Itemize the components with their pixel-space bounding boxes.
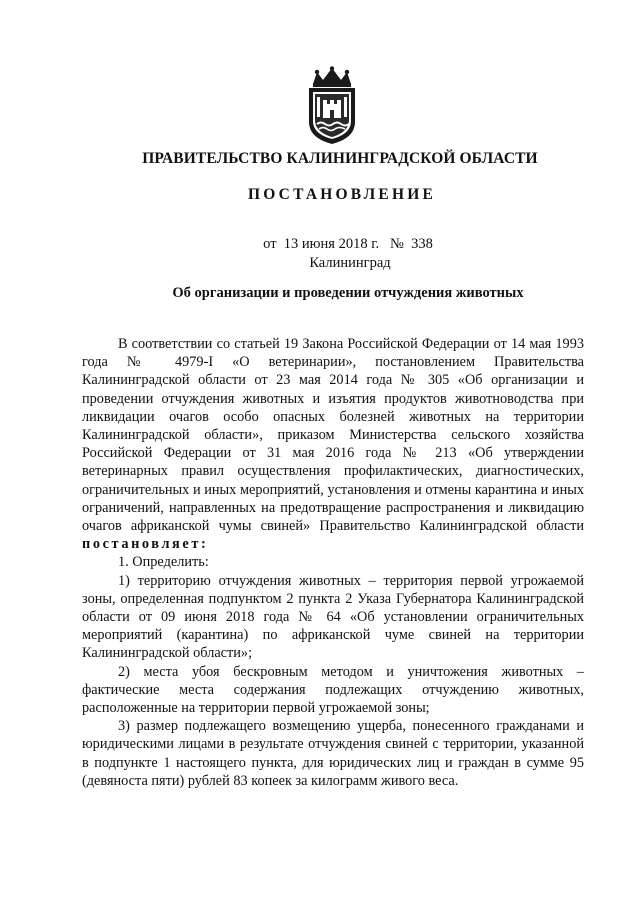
item-1-3: 3) размер подлежащего возмещению ущерба, понесенного гражданами и юридическими лицами в результате отчуждения свиней с территории, указанной в подпункте 1 настоящего пункта, для юридических лиц и граждан в сумме 95 (девяноста пяти) рублей 83 копеек за килограмм живого веса. xyxy=(82,718,584,789)
number-sign: № xyxy=(390,236,404,252)
item-1-2: 2) места убоя бескровным методом и уничтожения животных – фактические места содержания подлежащих отчуждению животных, расположенные на территории первой угрожаемой зоны; xyxy=(82,663,584,717)
item-1-1: 1) территорию отчуждения животных – территория первой угрожаемой зоны, определенная подпунктом 2 пункта 2 Указа Губернатора Калининградской области от 09 июня 2018 года № 64 «Об установлении ограничительных мероприятий (карантина) по африканской чуме свиней на территории Калининградской области»; xyxy=(82,572,584,662)
date-prefix: от xyxy=(263,236,277,252)
document-title: Об организации и проведении отчуждения животных xyxy=(172,285,524,301)
government-name: ПРАВИТЕЛЬСТВО КАЛИНИНГРАДСКОЙ ОБЛАСТИ xyxy=(142,150,538,167)
document-body xyxy=(82,335,584,790)
date-number-line xyxy=(0,236,640,253)
document-date: 13 июня 2018 г. xyxy=(283,236,380,252)
item-1: 1. Определить: xyxy=(118,554,209,571)
document-number: 338 xyxy=(411,236,433,252)
coat-of-arms-icon xyxy=(299,66,365,146)
intro-text: В соответствии со статьей 19 Закона Российской Федерации от 14 мая 1993 года № 4979-I «О ветеринарии», постановлением Правительства Калининградской области от 23 мая 2014 года № 305 «Об организации и проведении отчуждения животных и изъятия продуктов животноводства при ликвидации очагов особо опасных болезней животных на территории Калининградской области», приказом Министерства сельского хозяйства Российской Федерации от 31 мая 2016 года № 213 «Об утверждении ветеринарных правил осуществления профилактических, диагностических, ограничительных и иных мероприятий, установления и отмены карантина и иных ограничений, направленных на предотвращение распространения и ликвидацию очагов африканской чумы свиней» Правительство Калининградской области xyxy=(82,336,584,535)
city: Калининград xyxy=(309,255,391,271)
intro-paragraph xyxy=(82,335,584,553)
decree-word: постановляет: xyxy=(82,536,209,553)
document-type: ПОСТАНОВЛЕНИЕ xyxy=(247,186,437,203)
